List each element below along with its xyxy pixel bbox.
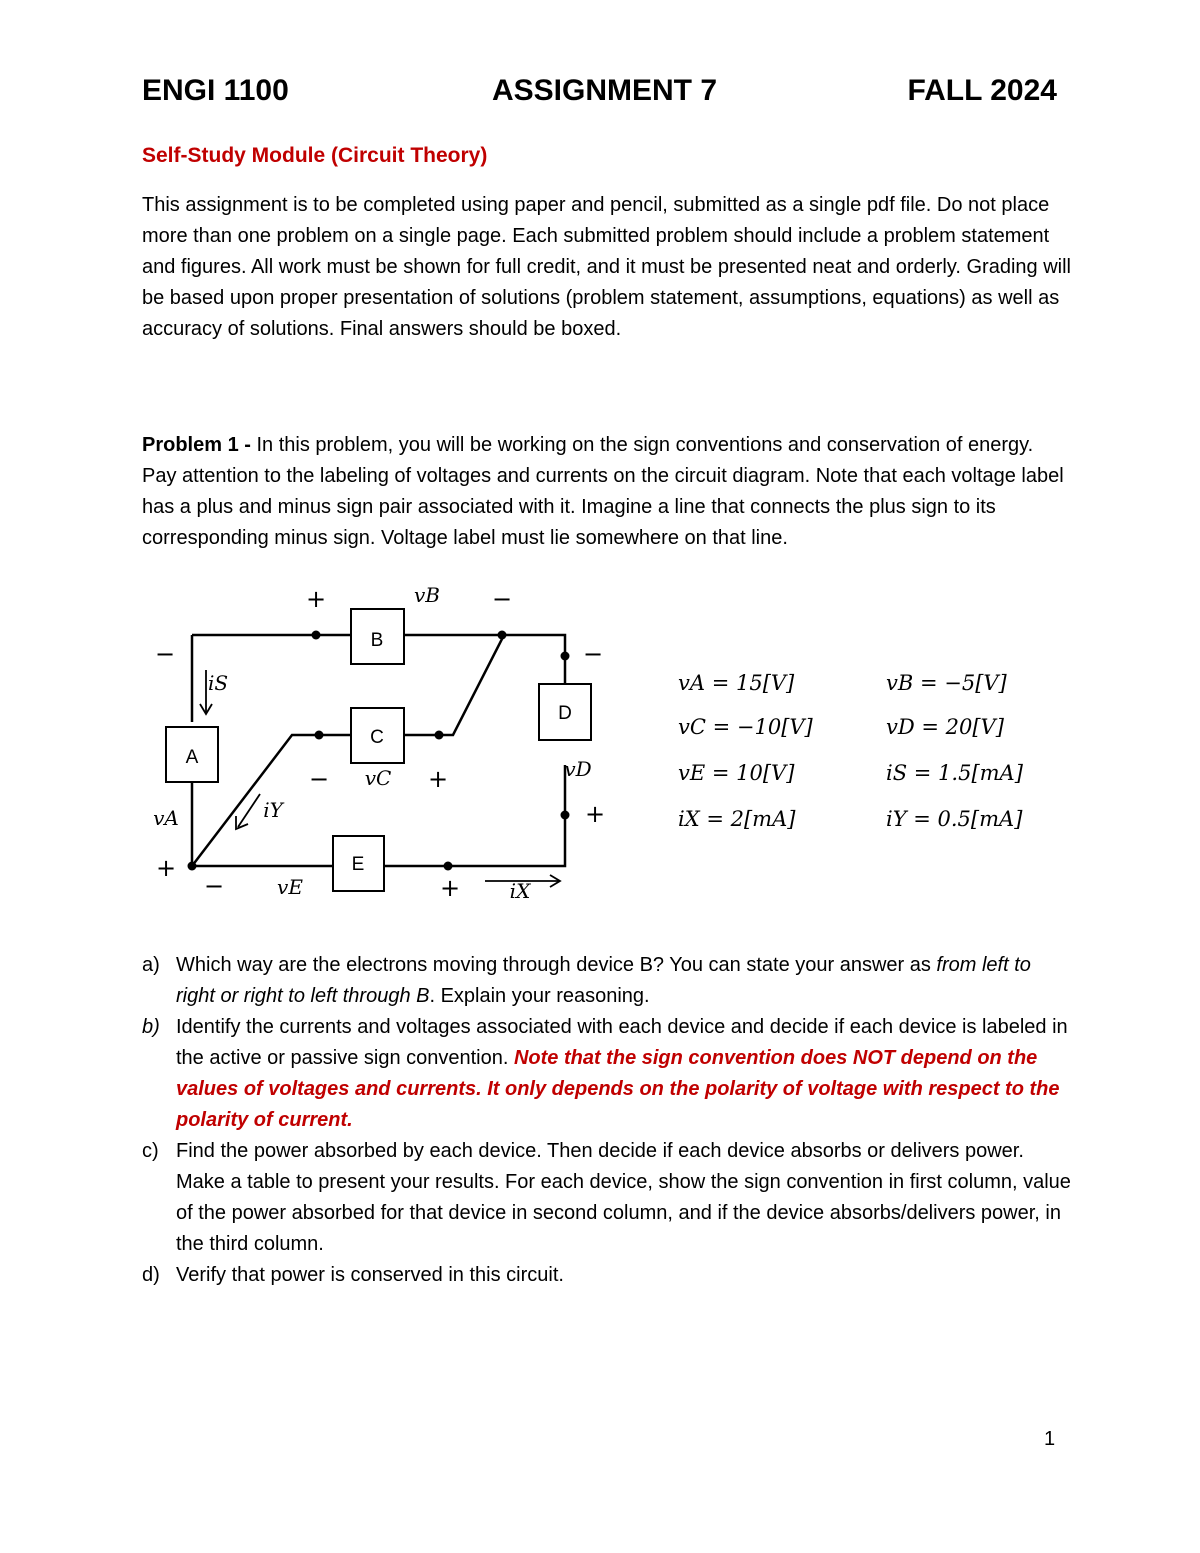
question-c: [142, 1136, 1072, 1260]
assignment-title: ASSIGNMENT 7: [492, 74, 718, 107]
iy-label: iY: [263, 798, 283, 822]
question-d: [142, 1260, 1072, 1291]
question-b-label: b): [142, 1016, 160, 1038]
course-code: ENGI 1100: [142, 74, 289, 107]
question-d-label: d): [142, 1264, 160, 1286]
question-a-italic: from left to right or right to left through B: [176, 954, 1031, 1007]
plus-sign: +: [427, 765, 449, 793]
minus-sign: −: [203, 872, 225, 900]
node: [315, 731, 324, 740]
value-vb: vB = −5[V]: [886, 671, 1007, 695]
node: [444, 862, 453, 871]
minus-sign: −: [154, 640, 176, 668]
question-a: [142, 950, 1072, 1012]
plus-sign: +: [155, 854, 177, 882]
ve-label: vE: [277, 875, 303, 899]
node: [312, 631, 321, 640]
question-b-text: Identify the currents and voltages associated with each device and decide if each device is labeled in the active or passive sign convention.: [176, 1016, 1068, 1069]
value-ve: vE = 10[V]: [678, 761, 795, 785]
problem-statement: [142, 430, 1072, 554]
question-c-label: c): [142, 1140, 159, 1162]
module-title: Self-Study Module (Circuit Theory): [142, 144, 488, 167]
question-a-text-end: . Explain your reasoning.: [429, 985, 650, 1007]
device-a-label: A: [185, 747, 199, 768]
node: [188, 862, 197, 871]
device-e-label: E: [351, 854, 365, 875]
vb-label: vB: [414, 583, 440, 607]
term: FALL 2024: [907, 74, 1057, 107]
value-iy: iY = 0.5[mA]: [886, 807, 1023, 831]
value-va: vA = 15[V]: [678, 671, 795, 695]
device-boxes: [166, 609, 591, 891]
va-label: vA: [153, 806, 179, 830]
plus-sign: +: [584, 800, 606, 828]
value-ix: iX = 2[mA]: [678, 807, 796, 831]
node: [498, 631, 507, 640]
device-c-label: C: [370, 727, 384, 748]
minus-sign: −: [491, 585, 513, 613]
is-label: iS: [207, 671, 229, 695]
plus-sign: +: [305, 585, 327, 613]
question-d-text: Verify that power is conserved in this circuit.: [176, 1264, 564, 1286]
plus-sign: +: [439, 874, 461, 902]
minus-sign: −: [308, 765, 330, 793]
value-vc: vC = −10[V]: [678, 715, 813, 739]
node: [561, 652, 570, 661]
question-b-note: Note that the sign convention does NOT depend on the values of voltages and currents. It only depends on the polarity of voltage with respect to the polarity of current.: [176, 1047, 1060, 1131]
vd-label: vD: [564, 757, 592, 781]
intro-paragraph: This assignment is to be completed using paper and pencil, submitted as a single pdf file. Do not place more than one problem on a single page. Each submitted problem should include a problem statement and figures. All work must be shown for full credit, and it must be presented neat and orderly. Grading will be based upon proper presentation of solutions (problem statement, assumptions, equations) as well as accuracy of solutions. Final answers should be boxed.: [142, 194, 1071, 340]
node: [435, 731, 444, 740]
device-b-label: B: [370, 630, 384, 651]
ix-label: iX: [509, 879, 531, 903]
page-number: 1: [1044, 1428, 1056, 1450]
problem-label: Problem 1 -: [142, 434, 251, 456]
node: [561, 811, 570, 820]
problem-text: In this problem, you will be working on the sign conventions and conservation of energy. Pay attention to the labeling of voltages and currents on the circuit diagram. Note that each voltage label has a plus and minus sign pair associated with it. Imagine a line that connects the plus sign to its corresponding minus sign. Voltage label must lie somewhere on that line.: [142, 434, 1064, 549]
question-c-text: Find the power absorbed by each device. Then decide if each device absorbs or delivers power. Make a table to present your results. For each device, show the sign convention in first column, value of the power absorbed for that device in second column, and if the device absorbs/delivers power, in the third column.: [176, 1140, 1071, 1255]
device-d-label: D: [558, 703, 572, 724]
circuit-diagram: [140, 572, 1060, 912]
question-a-text: Which way are the electrons moving through device B? You can state your answer as: [176, 954, 937, 976]
value-is: iS = 1.5[mA]: [886, 761, 1023, 785]
given-values: [678, 671, 1024, 831]
question-b: [142, 1012, 1072, 1136]
vc-label: vC: [364, 766, 392, 790]
minus-sign: −: [582, 640, 604, 668]
iy-arrow: [238, 794, 260, 827]
question-a-label: a): [142, 954, 160, 976]
value-vd: vD = 20[V]: [886, 715, 1004, 739]
